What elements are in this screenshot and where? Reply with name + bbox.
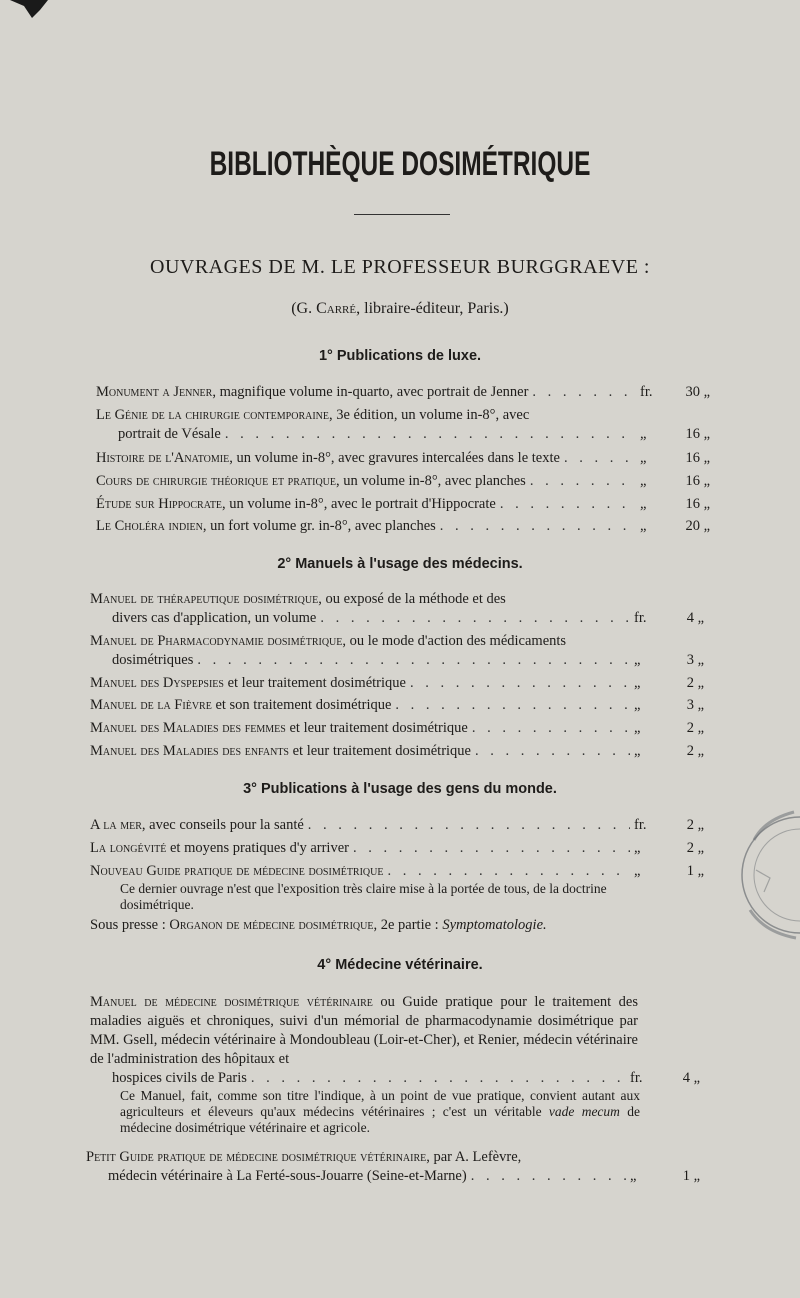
leader-dots	[320, 609, 630, 628]
list-item	[90, 862, 704, 913]
leader-dots	[472, 719, 630, 738]
book-desc: et son traitement dosimétrique	[211, 697, 392, 713]
leader-dots	[225, 425, 636, 444]
book-desc: , un volume in-8°, avec planches	[336, 473, 526, 489]
price-amount: 4 „	[686, 610, 704, 626]
list-item	[90, 993, 700, 1136]
leader-dots	[475, 742, 630, 761]
book-desc: , magnifique volume in-quarto, avec portrait de Jenner	[212, 384, 529, 400]
price-currency: fr.	[630, 1070, 643, 1086]
section-heading-medecins: 2° Manuels à l'usage des médecins.	[277, 556, 523, 572]
leader-dots	[532, 383, 636, 402]
price-amount: 20 „	[685, 518, 710, 534]
book-note	[90, 1088, 700, 1136]
publisher-name: Carré	[316, 300, 357, 317]
list-item	[90, 674, 704, 693]
book-desc: et leur traitement dosimétrique	[285, 720, 468, 736]
leader-dots	[530, 472, 636, 491]
list-item	[90, 719, 704, 738]
author-heading: OUVRAGES DE M. LE PROFESSEUR BURGGRAEVE :	[150, 256, 650, 278]
press-lead: Sous presse :	[90, 917, 170, 933]
price-currency: „	[634, 652, 641, 668]
leader-dots	[564, 449, 636, 468]
book-desc: , ou le mode d'action des médicaments	[342, 633, 567, 649]
leader-dots	[395, 696, 630, 715]
price-currency: fr.	[634, 817, 647, 833]
price-currency: „	[640, 426, 647, 442]
list-item	[90, 816, 704, 835]
book-desc: et leur traitement dosimétrique	[223, 675, 406, 691]
price-currency: „	[634, 720, 641, 736]
title-divider	[354, 214, 450, 215]
list-item	[90, 632, 704, 670]
book-desc: , 3e édition, un volume in-8°, avec	[329, 407, 530, 423]
book-title: Histoire de l'Anatomie	[96, 450, 230, 466]
leader-dots	[410, 674, 630, 693]
book-title: Manuel des Dyspepsies	[90, 675, 224, 691]
price-currency: „	[634, 675, 641, 691]
price-amount: 16 „	[685, 496, 710, 512]
note-italic: vade mecum	[548, 1104, 620, 1119]
book-title: Manuel des Maladies des femmes	[90, 720, 286, 736]
book-desc-cont: dosimétriques	[112, 652, 194, 668]
section-heading-gens-du-monde: 3° Publications à l'usage des gens du monde.	[243, 781, 557, 797]
price-amount: 2 „	[686, 840, 704, 856]
note-text-b: de médecine dosimétrique vétérinaire et agricole.	[120, 1104, 640, 1135]
list-item	[96, 517, 710, 536]
price-currency: fr.	[640, 384, 653, 400]
book-title: Manuel de thérapeutique dosimétrique	[90, 591, 319, 607]
list-item	[90, 696, 704, 715]
price-amount: 4 „	[682, 1070, 700, 1086]
price-amount: 2 „	[686, 743, 704, 759]
price-currency: „	[640, 473, 647, 489]
list-item	[86, 1148, 700, 1186]
price-amount: 3 „	[686, 652, 704, 668]
book-title: Manuel de la Fièvre	[90, 697, 212, 713]
book-title: Nouveau Guide pratique de médecine dosimétrique	[90, 863, 384, 879]
price-currency: „	[640, 450, 647, 466]
book-desc-cont: portrait de Vésale	[118, 426, 221, 442]
book-title: Manuel des Maladies des enfants	[90, 743, 289, 759]
book-title: Le Génie de la chirurgie contemporaine	[96, 407, 329, 423]
price-amount: 16 „	[685, 473, 710, 489]
press-italic: Symptomatologie.	[442, 917, 547, 933]
list-item	[90, 742, 704, 761]
list-item	[96, 406, 710, 444]
book-title: Monument a Jenner	[96, 384, 213, 400]
publisher-open: (G.	[291, 300, 317, 317]
torn-corner-mark	[10, 0, 48, 18]
price-amount: 2 „	[686, 817, 704, 833]
book-desc: , par A. Lefèvre,	[426, 1149, 522, 1165]
price-currency: „	[640, 496, 647, 512]
list-item	[96, 472, 710, 491]
book-title: La longévité	[90, 840, 167, 856]
book-desc: et leur traitement dosimétrique	[289, 743, 471, 759]
book-desc: ou Guide pratique pour le traitement des maladies aiguës et chroniques, suivi d'un mémorial de pharmacodynamie dosimétrique par MM. Gsell, médecin vétérinaire à Mondoubleau (Loir-et-Cher), et Renier, médecin vétérinaire de l'administration des hôpitaux et	[90, 994, 639, 1067]
price-amount: 1 „	[682, 1168, 700, 1184]
price-amount: 30 „	[685, 384, 710, 400]
book-desc-cont: divers cas d'application, un volume	[112, 610, 317, 626]
leader-dots	[471, 1167, 626, 1186]
leader-dots	[308, 816, 630, 835]
library-stamp	[736, 800, 800, 950]
book-desc-cont: médecin vétérinaire à La Ferté-sous-Jouarre (Seine-et-Marne)	[108, 1168, 467, 1184]
list-item	[90, 590, 704, 628]
leader-dots	[440, 517, 636, 536]
press-title: Organon de médecine dosimétrique	[169, 917, 374, 933]
section-heading-veterinaire: 4° Médecine vétérinaire.	[317, 957, 483, 973]
price-amount: 16 „	[685, 450, 710, 466]
price-currency: „	[640, 518, 647, 534]
page-title: BIBLIOTHÈQUE DOSIMÉTRIQUE	[209, 145, 591, 183]
price-currency: „	[634, 840, 641, 856]
leader-dots	[388, 862, 631, 881]
price-amount: 2 „	[686, 675, 704, 691]
leader-dots	[353, 839, 630, 858]
book-title: Petit Guide pratique de médecine dosimétrique vétérinaire	[86, 1149, 427, 1165]
price-currency: fr.	[634, 610, 647, 626]
price-currency: „	[630, 1168, 637, 1184]
list-item	[90, 839, 704, 858]
price-amount: 2 „	[686, 720, 704, 736]
book-desc: , ou exposé de la méthode et des	[318, 591, 506, 607]
book-title: Manuel de Pharmacodynamie dosimétrique	[90, 633, 343, 649]
book-note: Ce dernier ouvrage n'est que l'exposition très claire mise à la portée de tous, de la doctrine dosimétrique.	[120, 881, 607, 912]
list-item	[96, 383, 710, 402]
press-mid: , 2e partie :	[373, 917, 443, 933]
book-desc: , un volume in-8°, avec gravures intercalées dans le texte	[229, 450, 560, 466]
book-title: Le Choléra indien	[96, 518, 203, 534]
list-item	[96, 449, 710, 468]
leader-dots	[500, 495, 636, 514]
book-title: A la mer	[90, 817, 142, 833]
leader-dots	[197, 651, 630, 670]
leader-dots	[251, 1069, 626, 1088]
press-note	[90, 916, 704, 935]
book-title: Étude sur Hippocrate	[96, 496, 223, 512]
book-desc: et moyens pratiques d'y arriver	[166, 840, 349, 856]
book-desc: , un fort volume gr. in-8°, avec planches	[202, 518, 436, 534]
price-currency: „	[634, 697, 641, 713]
book-desc: , avec conseils pour la santé	[141, 817, 304, 833]
book-title: Manuel de médecine dosimétrique vétérinaire	[90, 994, 373, 1010]
book-title: Cours de chirurgie théorique et pratique	[96, 473, 337, 489]
price-currency: „	[634, 743, 641, 759]
note-text-a: Ce Manuel, fait, comme son titre l'indique, à un point de vue pratique, convient autant aux agriculteurs et éleveurs qu'aux médecins vétérinaires ; c'est un véritable	[120, 1088, 640, 1119]
section-heading-luxe: 1° Publications de luxe.	[318, 348, 482, 364]
price-amount: 1 „	[686, 863, 704, 879]
publisher-rest: , libraire-éditeur, Paris.)	[356, 300, 509, 317]
price-amount: 3 „	[686, 697, 704, 713]
list-item	[96, 495, 710, 514]
publisher-line	[0, 300, 800, 318]
price-amount: 16 „	[685, 426, 710, 442]
book-desc: , un volume in-8°, avec le portrait d'Hippocrate	[222, 496, 496, 512]
book-desc-cont: hospices civils de Paris	[112, 1070, 247, 1086]
price-currency: „	[634, 863, 641, 879]
